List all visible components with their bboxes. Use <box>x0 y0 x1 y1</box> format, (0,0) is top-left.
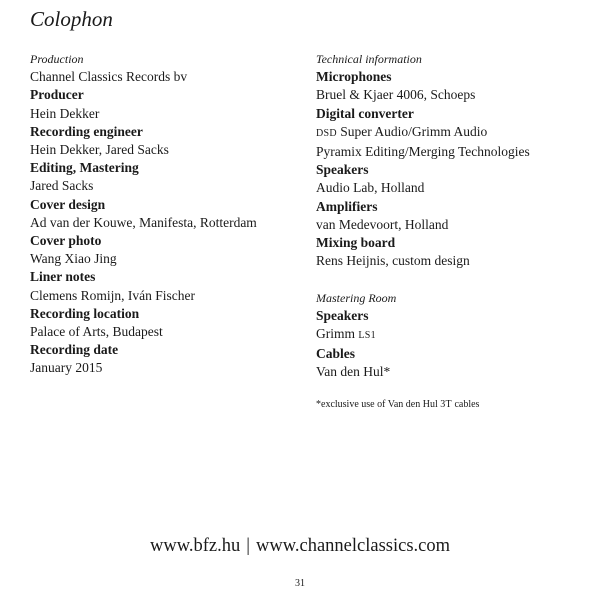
mastering-speakers-label: Speakers <box>316 307 369 323</box>
recording-engineer-value: Hein Dekker, Jared Sacks <box>30 142 169 158</box>
footnote-text: *exclusive use of Van den Hul <box>316 399 441 410</box>
mixing-board-label: Mixing board <box>316 235 396 251</box>
footnote <box>316 398 479 412</box>
microphones-value: Bruel & Kjaer 4006, Schoeps <box>316 87 476 103</box>
dsd-abbrev: DSD <box>316 127 337 139</box>
editing-system-value: Pyramix Editing/Merging Technologies <box>316 144 530 160</box>
footer-links <box>0 534 600 558</box>
page-number: 31 <box>295 578 305 589</box>
mastering-speakers-value <box>316 325 586 345</box>
cover-photo-label: Cover photo <box>30 233 102 249</box>
page-title: Colophon <box>30 7 113 31</box>
liner-notes-value: Clemens Romijn, Iván Fischer <box>30 287 195 303</box>
production-company: Channel Classics Records bv <box>30 69 188 85</box>
footnote-suffix: cables <box>451 399 480 410</box>
mastering-speakers-text: Grimm <box>316 326 359 342</box>
cables-label: Cables <box>316 346 356 362</box>
recording-location-label: Recording location <box>30 305 140 321</box>
editing-mastering-value: Jared Sacks <box>30 178 94 194</box>
microphones-label: Microphones <box>316 69 392 85</box>
cables-value: Van den Hul* <box>316 364 391 380</box>
producer-value: Hein Dekker <box>30 105 100 121</box>
digital-converter-label: Digital converter <box>316 105 414 121</box>
amplifiers-value: van Medevoort, Holland <box>316 216 449 232</box>
mastering-room-heading: Mastering Room <box>316 290 397 305</box>
footer-separator: | <box>246 536 250 556</box>
liner-notes-label: Liner notes <box>30 269 96 285</box>
speakers-value: Audio Lab, Holland <box>316 180 425 196</box>
recording-date-value: January 2015 <box>30 360 103 376</box>
speakers-label: Speakers <box>316 162 369 178</box>
production-heading: Production <box>30 52 84 66</box>
digital-converter-text: Super Audio/Grimm Audio <box>336 123 488 139</box>
recording-location-value: Palace of Arts, Budapest <box>30 324 163 340</box>
technical-heading: Technical information <box>316 52 422 66</box>
digital-converter-value <box>316 123 586 143</box>
amplifiers-label: Amplifiers <box>316 198 378 214</box>
producer-label: Producer <box>30 87 84 103</box>
footnote-model: 3T <box>440 399 452 410</box>
cover-photo-value: Wang Xiao Jing <box>30 251 117 267</box>
recording-date-label: Recording date <box>30 342 119 358</box>
cover-design-value: Ad van der Kouwe, Manifesta, Rotterdam <box>30 214 257 230</box>
mastering-speakers-model: LS1 <box>358 330 376 342</box>
technical-column <box>316 50 586 382</box>
bfz-link[interactable]: www.bfz.hu <box>150 536 241 556</box>
channelclassics-link[interactable]: www.channelclassics.com <box>255 536 450 556</box>
recording-engineer-label: Recording engineer <box>30 123 143 139</box>
mixing-board-value: Rens Heijnis, custom design <box>316 253 470 269</box>
production-column <box>30 50 300 378</box>
section-spacer <box>316 270 586 288</box>
cover-design-label: Cover design <box>30 196 106 212</box>
editing-mastering-label: Editing, Mastering <box>30 160 139 176</box>
